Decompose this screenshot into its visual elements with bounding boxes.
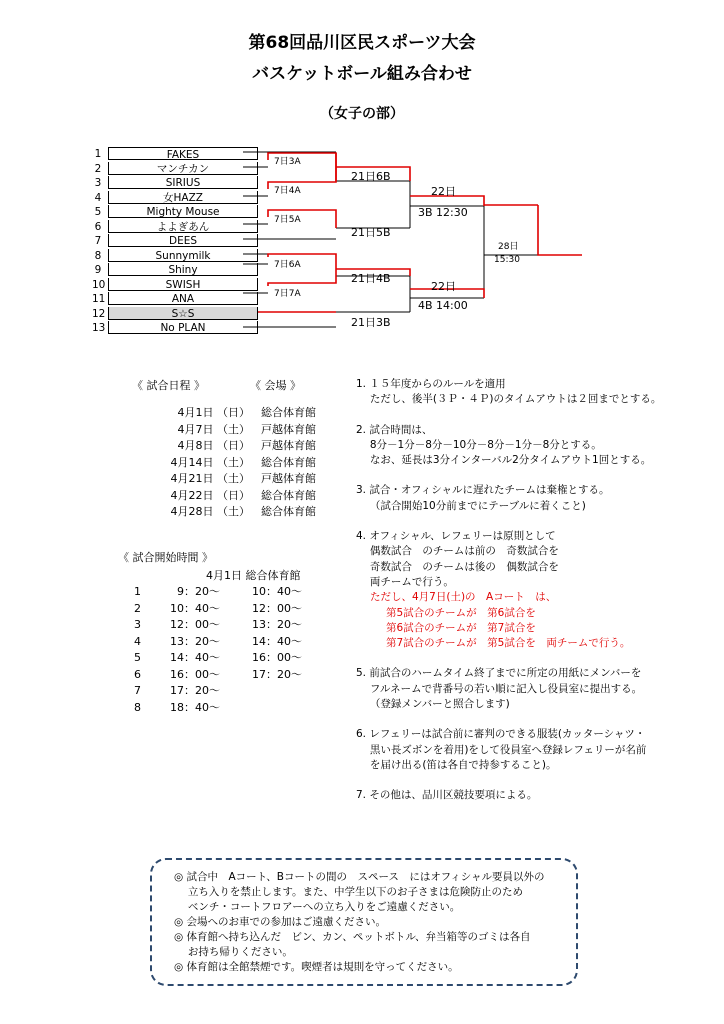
schedule-date: 4月1日 （日） (177, 406, 250, 419)
schedule-row (132, 455, 332, 472)
rule-item (356, 666, 716, 712)
rule-item (356, 377, 716, 408)
schedule-venue: 戸越体育館 (261, 472, 316, 485)
rules-list (356, 377, 716, 804)
game-label: 21日4B (351, 272, 391, 285)
team-number: 8 (94, 249, 102, 262)
team-row (92, 307, 312, 321)
game-label: 21日6B (351, 170, 391, 183)
rule-line: 8分－1分－8分－10分－8分－1分－8分とする。 (356, 438, 602, 451)
schedule-date: 4月22日 （日） (170, 488, 250, 502)
schedule-heading: 《 試合日程 》 (132, 379, 205, 392)
rule-item (356, 529, 716, 590)
start-time-b: 14：40～ (252, 634, 302, 648)
rule-line: 両チームで行う。 (356, 575, 454, 588)
rule-line: ただし、後半(３Ｐ・４Ｐ)のタイムアウトは２回までとする。 (356, 393, 662, 406)
page-title: 第68回品川区民スポーツ大会 (248, 33, 476, 53)
start-time-b: 17：20～ (252, 667, 302, 681)
team-name: DEES (108, 234, 258, 247)
game-number: 4 (134, 634, 141, 648)
rule-line: 2. 試合時間は、 (356, 423, 433, 436)
team-row (92, 234, 312, 248)
schedule-date: 4月28日 （土） (170, 505, 250, 518)
notice-line: ◎ 体育館は全館禁煙です。喫煙者は規則を守ってください。 (174, 961, 459, 973)
rule-item (356, 727, 716, 773)
rule-line: 1. １５年度からのルールを適用 (356, 378, 506, 390)
start-times-list (134, 584, 334, 716)
rule-item (356, 788, 716, 803)
rule-exception-line: ただし、4月7日(土)の Aコート は、 (370, 591, 557, 604)
rule-line: フルネームで背番号の若い順に記入し役員室に提出する。 (356, 682, 643, 695)
start-time-row (134, 601, 334, 618)
schedule-row (132, 504, 332, 521)
game-number: 1 (134, 585, 141, 598)
team-number: 6 (94, 220, 102, 233)
notice-line: お持ち帰りください。 (174, 946, 293, 958)
start-time-row (134, 650, 334, 667)
start-time-b: 10：40～ (252, 585, 302, 598)
page-subtitle: バスケットボール組み合わせ (252, 64, 472, 84)
rule-line: 偶数試合 のチームは前の 奇数試合を (356, 545, 559, 558)
team-name: よよぎあん (108, 220, 258, 233)
start-time-row (134, 700, 334, 717)
start-time-row (134, 683, 334, 700)
rule-line: 5. 前試合のハームタイム終了までに所定の用紙にメンバーを (356, 667, 642, 680)
team-row (92, 321, 312, 335)
team-number: 1 (94, 148, 102, 160)
notice-box (150, 858, 578, 986)
final-time: 15:30 (494, 255, 520, 265)
game-label: 7日7A (274, 289, 301, 299)
rule-exception-line: 第5試合のチームが 第6試合を (386, 606, 536, 619)
schedule-venue: 総合体育館 (261, 505, 316, 518)
team-number: 3 (94, 177, 102, 189)
game-number: 5 (134, 651, 141, 664)
start-time-a: 14：40～ (170, 651, 220, 664)
start-time-a: 12：00～ (170, 618, 220, 631)
start-time-row (134, 634, 334, 651)
game-date: 22日 (431, 280, 456, 293)
rule-line: 7. その他は、品川区競技要項による。 (356, 789, 538, 802)
start-time-a: 17：20～ (170, 684, 220, 697)
team-name: No PLAN (108, 321, 258, 334)
team-number: 11 (92, 293, 106, 305)
schedule-date: 4月8日 （日） (177, 439, 250, 452)
team-number: 12 (92, 307, 106, 320)
game-number: 3 (134, 618, 141, 631)
game-number: 8 (134, 700, 141, 714)
start-time-a: 10：40～ (170, 601, 220, 615)
team-name: Mighty Mouse (108, 205, 258, 218)
start-time-row (134, 584, 334, 601)
team-number: 9 (94, 264, 102, 276)
team-number: 10 (92, 278, 106, 291)
team-number: 13 (92, 322, 106, 334)
schedule-venue: 総合体育館 (261, 455, 316, 469)
game-number: 7 (134, 684, 141, 697)
start-time-b: 12：00～ (252, 601, 302, 615)
rule-line: を届け出る(笛は各自で持参すること)。 (356, 758, 557, 771)
rule-line: 奇数試合 のチームは後の 偶数試合を (356, 560, 559, 573)
game-label: 21日3B (351, 316, 391, 329)
schedule-date: 4月14日 （土） (170, 455, 250, 469)
start-time-b: 16：00～ (252, 651, 302, 664)
schedule-date: 4月21日 （土） (170, 472, 250, 485)
schedule-row (132, 471, 332, 488)
game-date: 22日 (431, 185, 456, 198)
venue-heading: 《 会場 》 (250, 379, 301, 392)
schedule-date: 4月7日 （土） (177, 422, 250, 436)
start-time-row (134, 667, 334, 684)
notice-line: ◎ 体育館へ持ち込んだ ビン、カン、ペットボトル、弁当箱等のゴミは各自 (174, 931, 531, 943)
rule-line: （試合開始10分前までにテーブルに着くこと) (356, 499, 586, 512)
rule-line: 黒い長ズボンを着用)をして役員室へ登録レフェリーが名前 (356, 743, 647, 756)
notice-line: 立ち入りを禁止します。また、中学生以下のお子さまは危険防止のため (174, 886, 523, 898)
team-name: マンチカン (108, 162, 258, 175)
game-number: 2 (134, 601, 141, 615)
start-time-a: 18：40～ (170, 700, 220, 714)
team-name: SIRIUS (108, 176, 258, 189)
notice-line: ベンチ・コートフロアーへの立ち入りをご遠慮ください。 (174, 901, 461, 913)
rule-line: なお、延長は3分インターバル2分タイムアウト1回とする。 (356, 454, 652, 467)
rule-exception-line: 第6試合のチームが 第7試合を (386, 621, 536, 634)
rule-item (356, 423, 716, 469)
notice-line: ◎ 試合中 Aコート、Bコートの間の スペース にはオフィシャル要員以外の (174, 871, 545, 883)
rule-line: 6. レフェリーは試合前に審判のできる服装(カッターシャツ・ (356, 728, 646, 741)
start-time-row (134, 617, 334, 634)
team-number: 4 (94, 191, 102, 204)
team-name: Sunnymilk (108, 249, 258, 262)
rule-line: （登録メンバーと照合します) (356, 698, 510, 711)
rule-exception (356, 590, 716, 651)
game-label: 7日3A (274, 157, 301, 167)
game-time: 4B 14:00 (418, 299, 468, 312)
team-name: S☆S (108, 307, 258, 320)
team-name: SWISH (108, 278, 258, 291)
team-name: FAKES (108, 147, 258, 160)
start-times-heading: 《 試合開始時間 》 (118, 551, 213, 564)
schedule-venue: 戸越体育館 (261, 422, 316, 436)
final-date: 28日 (498, 242, 519, 252)
team-number: 7 (94, 235, 102, 247)
schedule-venue: 総合体育館 (261, 406, 316, 419)
division-label: （女子の部） (320, 106, 404, 122)
rule-line: 4. オフィシャル、レフェリーは原則として (356, 530, 556, 543)
game-time: 3B 12:30 (418, 206, 468, 219)
schedule-list (132, 405, 332, 521)
notice-text (174, 870, 574, 975)
game-number: 6 (134, 667, 141, 681)
rule-item (356, 483, 716, 514)
schedule-row (132, 405, 332, 422)
team-name: Shiny (108, 263, 258, 276)
schedule-row (132, 438, 332, 455)
start-time-b: 13：20～ (252, 618, 302, 631)
game-label: 7日6A (274, 260, 301, 270)
start-times-subheading: 4月1日 総合体育館 (206, 569, 301, 582)
game-label: 21日5B (351, 226, 391, 239)
schedule-row (132, 422, 332, 439)
start-time-a: 16：00～ (170, 667, 220, 681)
notice-line: ◎ 会場へのお車での参加はご遠慮ください。 (174, 916, 386, 928)
schedule-venue: 総合体育館 (261, 488, 316, 502)
rule-exception-line: 第7試合のチームが 第5試合を 両チームで行う。 (386, 637, 631, 650)
team-number: 2 (94, 162, 102, 175)
schedule-venue: 戸越体育館 (261, 439, 316, 452)
game-label: 7日4A (274, 186, 301, 196)
team-name: ANA (108, 292, 258, 305)
team-number: 5 (94, 206, 102, 218)
game-label: 7日5A (274, 215, 301, 225)
rule-line: 3. 試合・オフィシャルに遅れたチームは棄権とする。 (356, 484, 610, 497)
schedule-row (132, 488, 332, 505)
team-name: 女HAZZ (108, 191, 258, 204)
start-time-a: 9：20～ (177, 585, 220, 598)
start-time-a: 13：20～ (170, 634, 220, 648)
